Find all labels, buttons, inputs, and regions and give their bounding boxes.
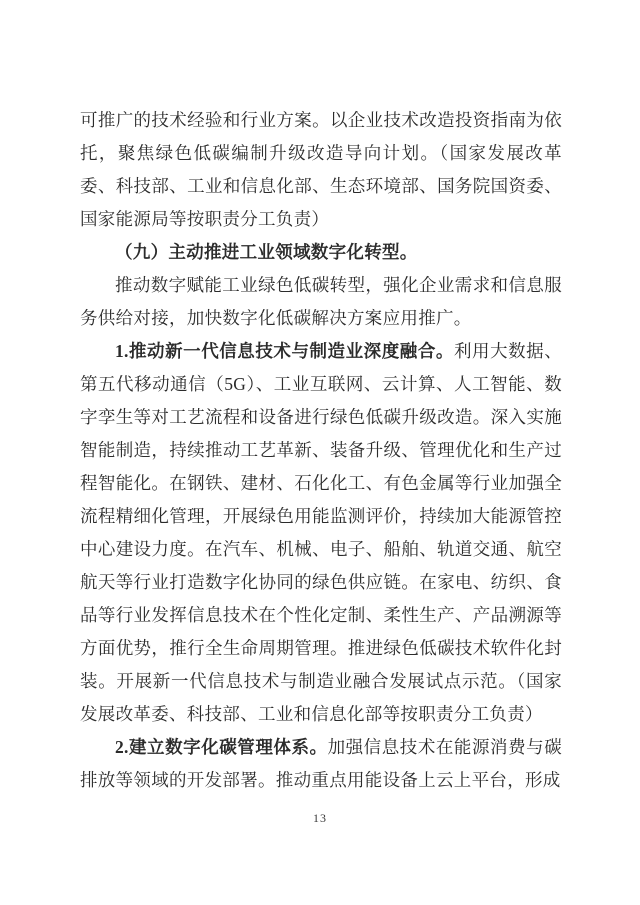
paragraph-lead-bold: 2.建立数字化碳管理体系。 xyxy=(115,737,328,757)
paragraph xyxy=(80,269,562,335)
paragraph xyxy=(80,104,562,236)
paragraph-text: 可推广的技术经验和行业方案。以企业技术改造投资指南为依托，聚焦绿色低碳编制升级改造导向计划。（国家发展改革委、科技部、工业和信息化部、生态环境部、国务院国资委、国家能源局等按职责分工负责） xyxy=(80,110,562,229)
paragraph xyxy=(80,731,562,797)
paragraph xyxy=(80,335,562,731)
document-body xyxy=(80,104,562,797)
paragraph-lead-bold: （九）主动推进工业领域数字化转型。 xyxy=(115,242,418,262)
paragraphs-container xyxy=(80,104,562,797)
paragraph-text: 推动数字赋能工业绿色低碳转型，强化企业需求和信息服务供给对接，加快数字化低碳解决方案应用推广。 xyxy=(80,275,562,328)
paragraph-text: 加强信息技术在能源消费与碳排放等领域的开发部署。推动重点用能设备上云上平台，形成 xyxy=(80,737,562,790)
page-number: 13 xyxy=(313,811,327,825)
paragraph xyxy=(80,236,562,269)
paragraph-text: 利用大数据、第五代移动通信（5G）、工业互联网、云计算、人工智能、数字孪生等对工艺流程和设备进行绿色低碳升级改造。深入实施智能制造，持续推动工艺革新、装备升级、管理优化和生产过程智能化。在钢铁、建材、石化化工、有色金属等行业加强全流程精细化管理，开展绿色用能监测评价，持续加大能源管控中心建设力度。在汽车、机械、电子、船舶、轨道交通、航空航天等行业打造数字化协同的绿色供应链。在家电、纺织、食品等行业发挥信息技术在个性化定制、柔性生产、产品溯源等方面优势，推行全生命周期管理。推进绿色低碳技术软件化封装。开展新一代信息技术与制造业融合发展试点示范。（国家发展改革委、科技部、工业和信息化部等按职责分工负责） xyxy=(80,341,563,724)
paragraph-lead-bold: 1.推动新一代信息技术与制造业深度融合。 xyxy=(115,341,454,361)
